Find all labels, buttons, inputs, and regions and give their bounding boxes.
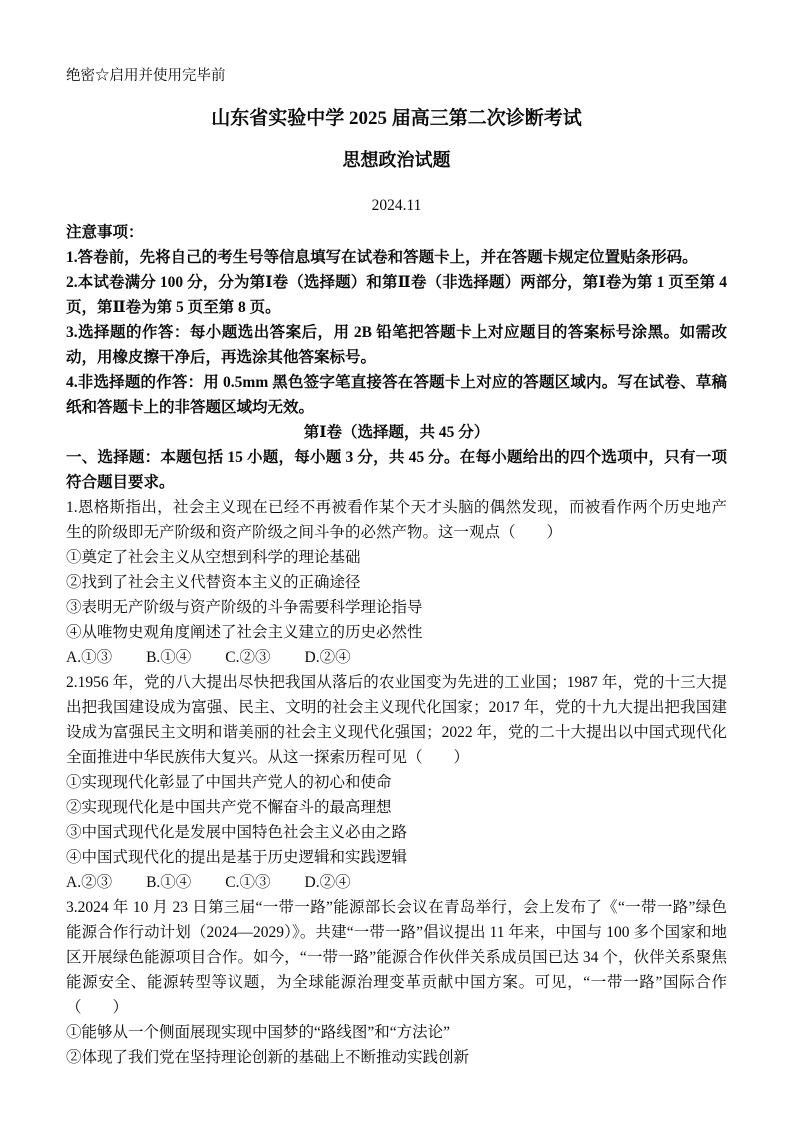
question-1-option-4: ④从唯物史观角度阐述了社会主义建立的历史必然性 xyxy=(66,624,423,641)
question-1-choice-b: B.①④ xyxy=(146,649,192,666)
question-2 xyxy=(66,670,727,895)
question-1 xyxy=(66,495,727,670)
question-2-option-1: ①实现现代化彰显了中国共产党人的初心和使命 xyxy=(66,774,392,791)
question-3-option-2: ②体现了我们党在坚持理论创新的基础上不断推动实践创新 xyxy=(66,1049,470,1066)
question-1-option-3: ③表明无产阶级与资产阶级的斗争需要科学理论指导 xyxy=(66,599,423,616)
question-2-option-3: ③中国式现代化是发展中国特色社会主义必由之路 xyxy=(66,824,408,841)
question-3-option-1: ①能够从一个侧面展现实现中国梦的“路线图”和“方法论” xyxy=(66,1024,451,1041)
question-2-answer-choices xyxy=(66,870,727,895)
question-1-choice-d: D.②④ xyxy=(304,649,351,666)
question-3 xyxy=(66,895,727,1070)
question-2-choice-d: D.②④ xyxy=(304,874,351,891)
notice-item-4: 4.非选择题的作答：用 0.5mm 黑色签字笔直接答在答题卡上对应的答题区域内。写在试卷、草稿纸和答题卡上的非答题区域均无效。 xyxy=(66,374,727,416)
exam-title: 山东省实验中学 2025 届高三第二次诊断考试 xyxy=(211,108,582,129)
question-3-stem: 3.2024 年 10 月 23 日第三届“一带一路”能源部长会议在青岛举行，会上发布了《“一带一路”绿色能源合作行动计划（2024—2029）》。共建“一带一路”倡议提出 11 年来，中国与 100 多个国家和地区开展绿色能源项目合作。如今，“一带一路”能源合作伙伴关系成员国已达 34 个，伙伴关系聚焦能源安全、能源转型等议题，为全球能源治理变革贡献中国方案。可见，“一带一路”国际合作（ ） xyxy=(66,899,727,1016)
question-1-choice-a: A.①③ xyxy=(66,649,113,666)
question-2-choice-b: B.①④ xyxy=(146,874,192,891)
question-2-choice-c: C.①③ xyxy=(225,874,271,891)
question-2-option-2: ②实现现代化是中国共产党不懈奋斗的最高理想 xyxy=(66,799,392,816)
question-1-stem: 1.恩格斯指出，社会主义现在已经不再被看作某个天才头脑的偶然发现，而被看作两个历史地产生的阶级即无产阶级和资产阶级之间斗争的必然产物。这一观点（ ） xyxy=(66,499,727,541)
notice-item-3: 3.选择题的作答：每小题选出答案后，用 2B 铅笔把答题卡上对应题目的答案标号涂黑。如需改动，用橡皮擦干净后，再选涂其他答案标号。 xyxy=(66,324,727,366)
question-2-stem: 2.1956 年，党的八大提出尽快把我国从落后的农业国变为先进的工业国；1987 年，党的十三大提出把我国建设成为富强、民主、文明的社会主义现代化国家；2017 年，党的十九大提出把我国建设成为富强民主文明和谐美丽的社会主义现代化强国；2022 年，党的二十大提出以中国式现代化全面推进中华民族伟大复兴。从这一探索历程可见（ ） xyxy=(66,674,727,766)
notices-heading: 注意事项： xyxy=(66,224,144,241)
security-notice: 绝密☆启用并使用完毕前 xyxy=(66,68,226,84)
question-2-option-4: ④中国式现代化的提出是基于历史逻辑和实践逻辑 xyxy=(66,849,408,866)
question-1-option-1: ①奠定了社会主义从空想到科学的理论基础 xyxy=(66,549,361,566)
notice-item-2: 2.本试卷满分 100 分，分为第Ⅰ卷（选择题）和第Ⅱ卷（非选择题）两部分，第Ⅰ卷为第 1 页至第 4 页，第Ⅱ卷为第 5 页至第 8 页。 xyxy=(66,274,727,316)
question-1-choice-c: C.②③ xyxy=(225,649,271,666)
question-2-choice-a: A.②③ xyxy=(66,874,113,891)
question-1-answer-choices xyxy=(66,645,727,670)
question-1-option-2: ②找到了社会主义代替资本主义的正确途径 xyxy=(66,574,361,591)
notices-section xyxy=(66,220,727,420)
notice-item-1: 1.答卷前，先将自己的考生号等信息填写在试卷和答题卡上，并在答题卡规定位置贴条形码。 xyxy=(66,249,698,266)
exam-subject-title: 思想政治试题 xyxy=(342,150,451,170)
exam-date: 2024.11 xyxy=(371,197,422,214)
part1-instruction: 一、选择题：本题包括 15 小题，每小题 3 分，共 45 分。在每小题给出的四个选项中，只有一项符合题目要求。 xyxy=(66,449,727,491)
part1-title: 第Ⅰ卷（选择题，共 45 分） xyxy=(303,424,490,441)
